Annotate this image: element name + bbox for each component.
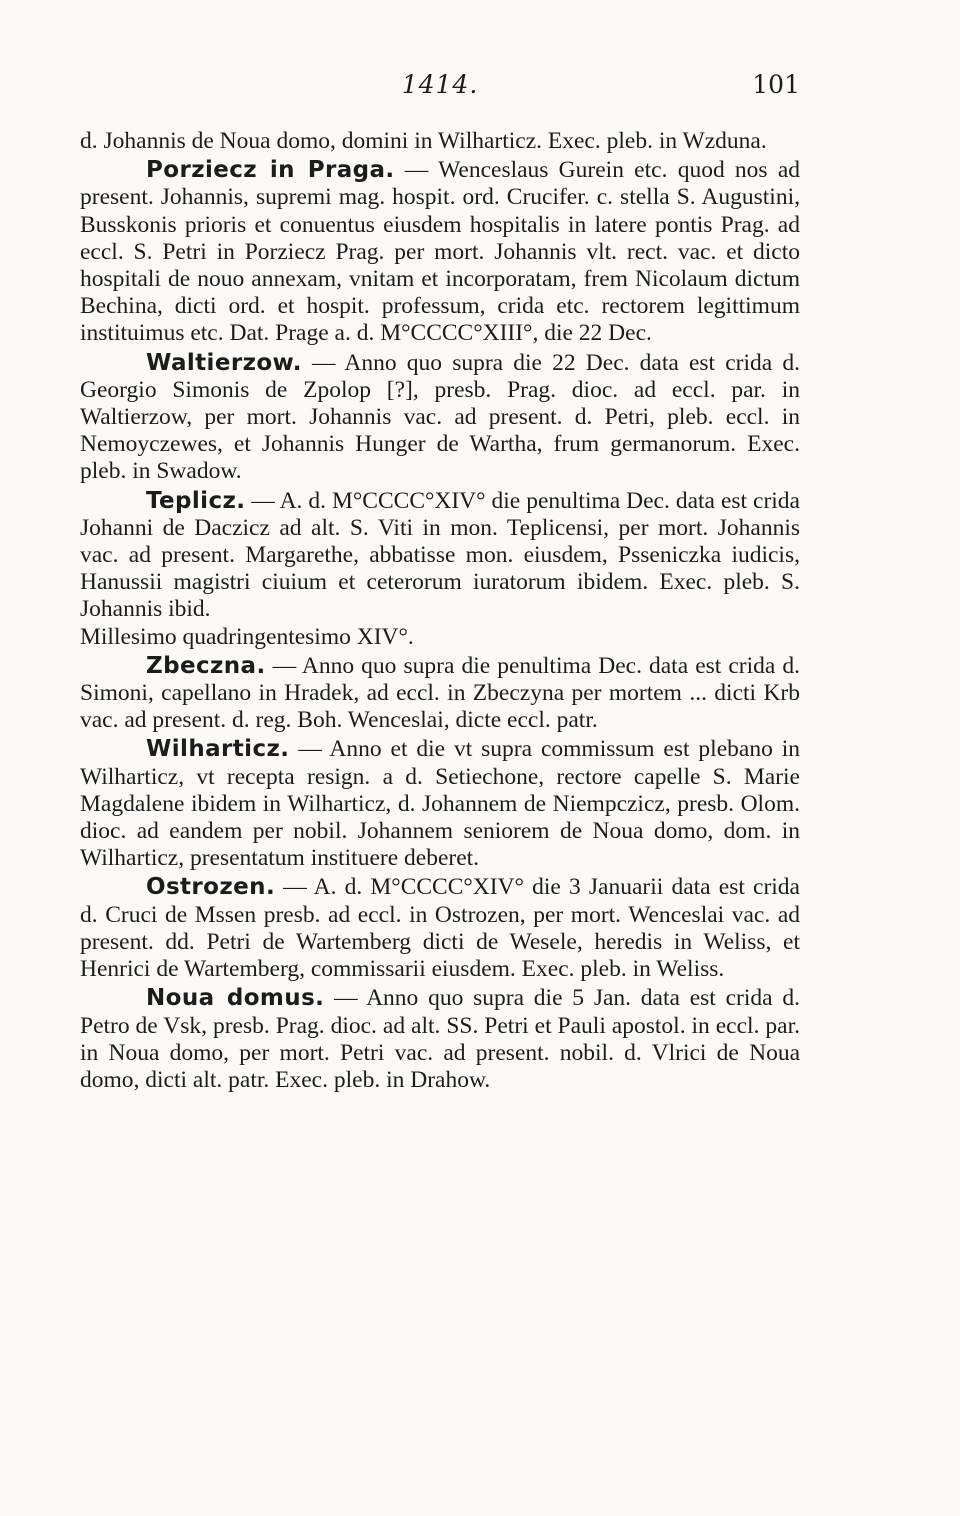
entry-heading: Noua domus. [146,985,325,1012]
entry-heading: Teplicz. [146,487,246,514]
entry-heading: Ostrozen. [146,874,276,901]
page-header [80,70,800,110]
entry-noua-domus [80,985,800,1094]
entry-heading: Porziecz in Praga. [146,157,395,184]
entry-zbeczna [80,653,800,735]
entry-text: — Anno quo supra die 5 Jan. data est crida d. Petro de Vsk, presb. Prag. dioc. ad alt. SS. Petri et Pauli apostol. in eccl. par. in Noua domo, per mort. Petri vac. ad present. nobil. d. Vlrici de Noua domo, dicti alt. patr. Exec. pleb. in Drahow. [80,985,800,1093]
entry-text: — Anno quo supra die 22 Dec. data est crida d. Georgio Simonis de Zpolop [?], presb. Prag. dioc. ad eccl. par. in Waltierzow, per mort. Johannis vac. ad present. d. Petri, pleb. eccl. in Nemoyczewes, et Johannis Hunger de Wartha, frum germanorum. Exec. pleb. in Swadow. [80,349,800,485]
section-title: Millesimo quadringentesimo XIV°. [80,623,414,650]
entry-heading: Waltierzow. [146,349,302,376]
page-body [80,128,800,1094]
entry-ostrozen [80,874,800,983]
page-number: 101 [752,70,800,99]
intro-paragraph: d. Johannis de Noua domo, domini in Wilharticz. Exec. pleb. in Wzduna. [80,128,767,154]
entry-text: — Wenceslaus Gurein etc. quod nos ad present. Johannis, supremi mag. hospit. ord. Crucifer. c. stella S. Augustini, Busskonis prioris et conuentus eiusdem hospitalis in latere pontis Prag. ad eccl. S. Petri in Porziecz Prag. per mort. Johannis vlt. rect. vac. et dicto hospitali de nouo annexam, vnitam et incorporatam, frem Nicolaum dictum Bechina, dicti ord. et hospit. professum, crida etc. rectorem legittimum instituimus etc. Dat. Prage a. d. M°CCCC°XIII°, die 22 Dec. [80,157,800,347]
entry-text: — Anno quo supra die penultima Dec. data est crida d. Simoni, capellano in Hradek, ad eccl. in Zbeczyna per mortem ... dicti Krb vac. ad present. d. reg. Boh. Wenceslai, dicte eccl. patr. [80,652,800,734]
page-year: 1414. [401,70,479,99]
entry-text: — Anno et die vt supra commissum est plebano in Wilharticz, vt recepta resign. a d. Setiechone, rectore capelle S. Marie Magdalene ibidem in Wilharticz, d. Johannem de Niempczicz, presb. Olom. dioc. ad eandem per nobil. Johannem seniorem de Noua domo, dom. in Wilharticz, presentatum instituere deberet. [80,736,800,872]
entry-wilharticz [80,736,800,872]
entry-teplicz [80,488,800,624]
entry-text: — A. d. M°CCCC°XIV° die penultima Dec. data est crida Johanni de Daczicz ad alt. S. Viti in mon. Teplicensi, per mort. Johannis vac. ad present. Margarethe, abbatisse mon. eiusdem, Psseniczka iudicis, Hanussii magistri ciuium et ceterorum iuratorum ibidem. Exec. pleb. S. Johannis ibid. [80,487,800,623]
entry-text: — A. d. M°CCCC°XIV° die 3 Januarii data est crida d. Cruci de Mssen presb. ad eccl. in Ostrozen, per mort. Wenceslai vac. ad present. dd. Petri de Wartemberg dicti de Wesele, heredis in Weliss, et Henrici de Wartemberg, commissarii eiusdem. Exec. pleb. in Weliss. [80,874,800,983]
entry-porziecz [80,157,800,347]
entry-heading: Zbeczna. [146,652,266,679]
entry-waltierzow [80,350,800,486]
entry-heading: Wilharticz. [146,736,290,763]
